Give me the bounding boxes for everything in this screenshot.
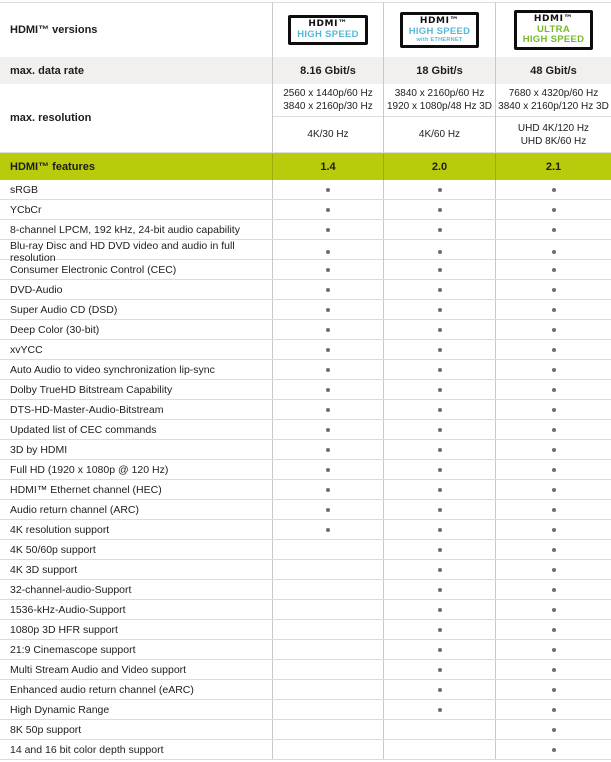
support-dot-icon [438, 488, 442, 492]
feature-support-cell [495, 200, 611, 219]
feature-row [0, 500, 611, 520]
feature-label: 8K 50p support [10, 723, 82, 736]
support-dot-icon [552, 250, 556, 254]
support-dot-icon [438, 468, 442, 472]
feature-row [0, 380, 611, 400]
feature-support-cell [272, 280, 383, 299]
feature-row [0, 360, 611, 380]
feature-support-cell [383, 680, 495, 699]
feature-support-cell [383, 560, 495, 579]
feature-support-cell [495, 300, 611, 319]
feature-support-cell [272, 400, 383, 419]
resolution-line: 3840 x 2160p/120 Hz 3D [498, 101, 609, 112]
support-dot-icon [326, 428, 330, 432]
support-dot-icon [326, 288, 330, 292]
feature-row [0, 280, 611, 300]
feature-support-cell [272, 580, 383, 599]
support-dot-icon [438, 688, 442, 692]
feature-support-cell [383, 440, 495, 459]
data-rate-value: 18 Gbit/s [383, 57, 495, 84]
feature-support-cell [272, 520, 383, 539]
support-dot-icon [552, 548, 556, 552]
support-dot-icon [326, 328, 330, 332]
feature-support-cell [272, 740, 383, 759]
feature-label: Updated list of CEC commands [10, 423, 157, 436]
feature-support-cell [495, 700, 611, 719]
support-dot-icon [552, 208, 556, 212]
feature-label: DVD-Audio [10, 283, 63, 296]
data-rate-row [0, 57, 611, 84]
resolution-summary-line: UHD 8K/60 Hz [520, 135, 587, 147]
feature-support-cell [383, 600, 495, 619]
feature-label: Full HD (1920 x 1080p @ 120 Hz) [10, 463, 169, 476]
feature-support-cell [272, 340, 383, 359]
feature-support-cell [495, 540, 611, 559]
support-dot-icon [552, 488, 556, 492]
support-dot-icon [552, 668, 556, 672]
support-dot-icon [438, 268, 442, 272]
support-dot-icon [552, 528, 556, 532]
feature-support-cell [383, 740, 495, 759]
feature-support-cell [495, 620, 611, 639]
feature-support-cell [495, 640, 611, 659]
feature-support-cell [383, 520, 495, 539]
support-dot-icon [438, 388, 442, 392]
feature-label: Enhanced audio return channel (eARC) [10, 683, 194, 696]
support-dot-icon [438, 208, 442, 212]
feature-support-cell [495, 180, 611, 199]
support-dot-icon [552, 268, 556, 272]
feature-support-cell [495, 560, 611, 579]
badge-subline: with ETHERNET [416, 37, 463, 44]
support-dot-icon [438, 408, 442, 412]
support-dot-icon [552, 688, 556, 692]
support-dot-icon [438, 648, 442, 652]
resolution-values [273, 84, 383, 116]
feature-support-cell [383, 400, 495, 419]
feature-row [0, 240, 611, 264]
feature-support-cell [495, 720, 611, 739]
feature-support-cell [495, 520, 611, 539]
feature-row [0, 300, 611, 320]
support-dot-icon [438, 328, 442, 332]
feature-support-cell [272, 320, 383, 339]
resolution-label: max. resolution [10, 112, 92, 124]
feature-support-cell [383, 380, 495, 399]
resolution-summary [384, 116, 495, 152]
support-dot-icon [552, 508, 556, 512]
feature-row [0, 400, 611, 420]
badge-line: HIGH SPEED [408, 25, 471, 37]
feature-support-cell [272, 500, 383, 519]
support-dot-icon [438, 308, 442, 312]
support-dot-icon [438, 528, 442, 532]
support-dot-icon [552, 588, 556, 592]
feature-support-cell [272, 700, 383, 719]
support-dot-icon [552, 368, 556, 372]
feature-support-cell [272, 680, 383, 699]
feature-label: xvYCC [10, 343, 43, 356]
feature-support-cell [272, 300, 383, 319]
feature-support-cell [495, 740, 611, 759]
feature-label: 4K 3D support [10, 563, 78, 576]
support-dot-icon [438, 708, 442, 712]
feature-label: Auto Audio to video synchronization lip-sync [10, 363, 215, 376]
feature-label: 14 and 16 bit color depth support [10, 743, 164, 756]
version-number: 2.0 [383, 153, 495, 180]
resolution-summary-line: 4K/60 Hz [418, 129, 461, 140]
feature-support-cell [495, 280, 611, 299]
versions-label: HDMI™ versions [10, 24, 98, 36]
feature-label: 1080p 3D HFR support [10, 623, 118, 636]
feature-support-cell [272, 560, 383, 579]
support-dot-icon [552, 568, 556, 572]
version-number: 2.1 [495, 153, 611, 180]
support-dot-icon [552, 628, 556, 632]
feature-support-cell [383, 260, 495, 279]
feature-support-cell [495, 360, 611, 379]
support-dot-icon [552, 748, 556, 752]
feature-row [0, 700, 611, 720]
support-dot-icon [326, 448, 330, 452]
feature-support-cell [383, 200, 495, 219]
feature-row [0, 480, 611, 500]
feature-support-cell [495, 480, 611, 499]
feature-support-cell [495, 220, 611, 239]
feature-support-cell [495, 320, 611, 339]
support-dot-icon [552, 708, 556, 712]
hdmi-high-speed-ethernet-badge-icon [400, 12, 480, 48]
feature-support-cell [383, 360, 495, 379]
resolution-summary-line: 4K/30 Hz [307, 129, 349, 140]
feature-support-cell [495, 340, 611, 359]
resolution-line: 3840 x 2160p/60 Hz [394, 88, 485, 99]
support-dot-icon [438, 568, 442, 572]
feature-support-cell [272, 260, 383, 279]
support-dot-icon [552, 448, 556, 452]
feature-row [0, 560, 611, 580]
support-dot-icon [552, 648, 556, 652]
feature-support-cell [383, 340, 495, 359]
feature-support-cell [272, 440, 383, 459]
version-column-3 [495, 3, 611, 57]
feature-support-cell [383, 660, 495, 679]
feature-row [0, 620, 611, 640]
support-dot-icon [438, 188, 442, 192]
feature-support-cell [272, 200, 383, 219]
feature-support-cell [495, 660, 611, 679]
support-dot-icon [552, 228, 556, 232]
feature-support-cell [272, 180, 383, 199]
support-dot-icon [552, 308, 556, 312]
feature-row [0, 220, 611, 240]
feature-row [0, 420, 611, 440]
feature-support-cell [272, 620, 383, 639]
feature-support-cell [495, 260, 611, 279]
features-header-row [0, 152, 611, 180]
feature-support-cell [272, 720, 383, 739]
feature-support-cell [272, 360, 383, 379]
feature-label: HDMI™ Ethernet channel (HEC) [10, 483, 162, 496]
feature-label: Multi Stream Audio and Video support [10, 663, 187, 676]
support-dot-icon [552, 728, 556, 732]
support-dot-icon [438, 250, 442, 254]
support-dot-icon [552, 188, 556, 192]
support-dot-icon [438, 608, 442, 612]
resolution-values [384, 84, 495, 116]
feature-support-cell [272, 220, 383, 239]
feature-support-cell [383, 540, 495, 559]
hdmi-high-speed-badge-icon [288, 15, 368, 45]
feature-support-cell [272, 380, 383, 399]
feature-label: Blu-ray Disc and HD DVD video and audio in full resolution [10, 240, 235, 264]
feature-label: sRGB [10, 183, 39, 196]
feature-row [0, 200, 611, 220]
feature-support-cell [383, 320, 495, 339]
badge-line: HIGH SPEED [522, 33, 585, 45]
support-dot-icon [438, 628, 442, 632]
resolution-line: 7680 x 4320p/60 Hz [508, 88, 599, 99]
support-dot-icon [326, 308, 330, 312]
data-rate-value: 48 Gbit/s [495, 57, 611, 84]
feature-label: High Dynamic Range [10, 703, 110, 716]
support-dot-icon [326, 388, 330, 392]
feature-label: 4K 50/60p support [10, 543, 96, 556]
feature-support-cell [272, 600, 383, 619]
feature-support-cell [495, 420, 611, 439]
feature-row [0, 460, 611, 480]
features-label: HDMI™ features [10, 160, 95, 173]
support-dot-icon [326, 368, 330, 372]
hdmi-comparison-table [0, 2, 611, 762]
support-dot-icon [552, 328, 556, 332]
support-dot-icon [326, 528, 330, 532]
feature-support-cell [383, 220, 495, 239]
feature-support-cell [495, 460, 611, 479]
feature-support-cell [383, 300, 495, 319]
feature-support-cell [495, 400, 611, 419]
feature-support-cell [495, 380, 611, 399]
resolution-summary [273, 116, 383, 152]
feature-label: Dolby TrueHD Bitstream Capability [10, 383, 173, 396]
support-dot-icon [552, 388, 556, 392]
support-dot-icon [326, 250, 330, 254]
feature-support-cell [495, 440, 611, 459]
feature-support-cell [272, 480, 383, 499]
resolution-line: 1920 x 1080p/48 Hz 3D [386, 101, 493, 112]
feature-row [0, 680, 611, 700]
resolution-line: 2560 x 1440p/60 Hz [283, 88, 373, 99]
feature-support-cell [383, 460, 495, 479]
feature-support-cell [383, 180, 495, 199]
support-dot-icon [326, 488, 330, 492]
data-rate-label: max. data rate [10, 64, 84, 77]
version-column-1 [272, 3, 383, 57]
feature-support-cell [495, 500, 611, 519]
feature-support-cell [383, 420, 495, 439]
feature-row [0, 520, 611, 540]
support-dot-icon [438, 588, 442, 592]
feature-support-cell [272, 640, 383, 659]
resolution-column-3 [495, 84, 611, 152]
hdmi-logo: HDMI™ [533, 13, 574, 24]
feature-label: Consumer Electronic Control (CEC) [10, 263, 177, 276]
feature-support-cell [495, 600, 611, 619]
support-dot-icon [438, 288, 442, 292]
resolution-line: 3840 x 2160p/30 Hz [283, 101, 373, 112]
feature-label: 8-channel LPCM, 192 kHz, 24-bit audio capability [10, 223, 240, 236]
support-dot-icon [438, 348, 442, 352]
support-dot-icon [552, 428, 556, 432]
feature-support-cell [383, 700, 495, 719]
support-dot-icon [326, 408, 330, 412]
hdmi-logo: HDMI™ [419, 15, 460, 26]
feature-row [0, 640, 611, 660]
support-dot-icon [552, 288, 556, 292]
feature-label: 1536-kHz-Audio-Support [10, 603, 126, 616]
resolution-column-1 [272, 84, 383, 152]
hdmi-logo: HDMI™ [308, 18, 348, 29]
support-dot-icon [438, 668, 442, 672]
support-dot-icon [326, 208, 330, 212]
feature-row [0, 580, 611, 600]
feature-row [0, 540, 611, 560]
versions-row [0, 3, 611, 57]
badge-line: HIGH SPEED [297, 28, 359, 40]
feature-label: YCbCr [10, 203, 42, 216]
support-dot-icon [326, 348, 330, 352]
feature-row [0, 440, 611, 460]
support-dot-icon [326, 468, 330, 472]
support-dot-icon [438, 448, 442, 452]
support-dot-icon [438, 508, 442, 512]
support-dot-icon [326, 508, 330, 512]
feature-label: DTS-HD-Master-Audio-Bitstream [10, 403, 164, 416]
resolution-summary-line: UHD 4K/120 Hz [517, 122, 590, 134]
resolution-row [0, 84, 611, 152]
feature-support-cell [383, 620, 495, 639]
feature-support-cell [383, 480, 495, 499]
version-number: 1.4 [272, 153, 383, 180]
feature-label: 4K resolution support [10, 523, 110, 536]
feature-label: Super Audio CD (DSD) [10, 303, 118, 316]
feature-support-cell [383, 280, 495, 299]
support-dot-icon [552, 468, 556, 472]
support-dot-icon [326, 188, 330, 192]
hdmi-ultra-high-speed-badge-icon [514, 10, 594, 51]
feature-support-cell [495, 580, 611, 599]
badge-line: ULTRA [537, 23, 570, 35]
feature-support-cell [383, 580, 495, 599]
feature-label: Audio return channel (ARC) [10, 503, 139, 516]
support-dot-icon [552, 408, 556, 412]
feature-row [0, 740, 611, 760]
support-dot-icon [438, 548, 442, 552]
feature-row [0, 600, 611, 620]
feature-support-cell [383, 500, 495, 519]
feature-support-cell [272, 660, 383, 679]
support-dot-icon [438, 428, 442, 432]
feature-label: 32-channel-audio-Support [10, 583, 132, 596]
feature-rows [0, 180, 611, 760]
resolution-values [496, 84, 611, 116]
support-dot-icon [552, 608, 556, 612]
support-dot-icon [326, 228, 330, 232]
support-dot-icon [552, 348, 556, 352]
feature-support-cell [495, 680, 611, 699]
feature-row [0, 260, 611, 280]
feature-label: Deep Color (30-bit) [10, 323, 100, 336]
feature-label: 21:9 Cinemascope support [10, 643, 136, 656]
support-dot-icon [438, 368, 442, 372]
resolution-column-2 [383, 84, 495, 152]
support-dot-icon [326, 268, 330, 272]
feature-support-cell [383, 640, 495, 659]
feature-row [0, 720, 611, 740]
feature-support-cell [383, 720, 495, 739]
resolution-summary [496, 116, 611, 152]
data-rate-value: 8.16 Gbit/s [272, 57, 383, 84]
support-dot-icon [438, 228, 442, 232]
feature-row [0, 660, 611, 680]
feature-support-cell [272, 540, 383, 559]
feature-label: 3D by HDMI [10, 443, 68, 456]
feature-row [0, 180, 611, 200]
feature-row [0, 320, 611, 340]
feature-support-cell [272, 420, 383, 439]
feature-support-cell [272, 460, 383, 479]
version-column-2 [383, 3, 495, 57]
feature-row [0, 340, 611, 360]
